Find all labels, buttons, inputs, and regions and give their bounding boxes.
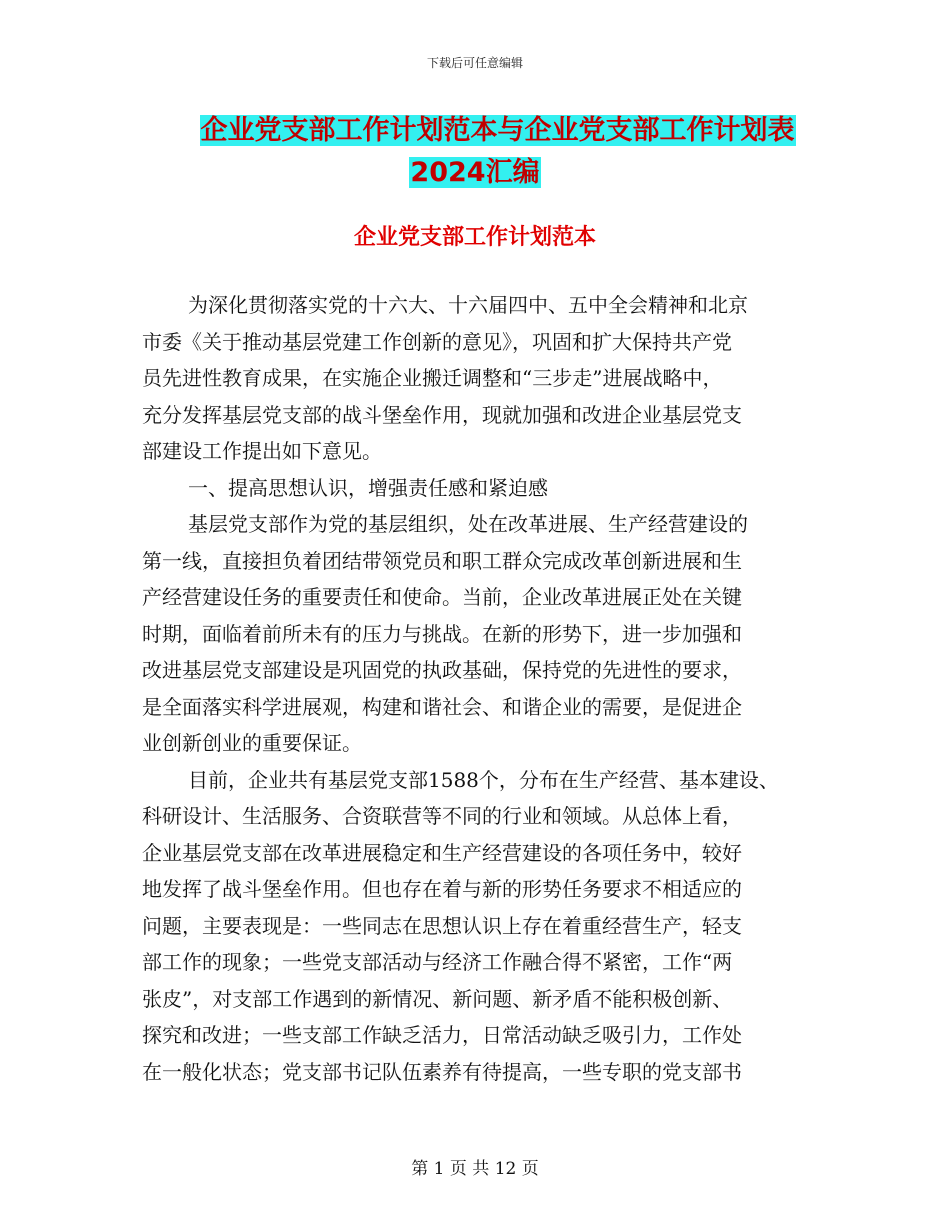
paragraph-line: 时期，面临着前所未有的压力与挑战。在新的形势下，进一步加强和 <box>142 621 742 646</box>
page-number-footer: 第 1 页 共 12 页 <box>411 1159 539 1179</box>
paragraph-line: 在一般化状态；党支部书记队伍素养有待提高，一些专职的党支部书 <box>142 1059 742 1084</box>
heading-line: 一、提高思想认识，增强责任感和紧迫感 <box>188 475 548 500</box>
document-title-line-1 <box>0 111 950 151</box>
paragraph-line: 市委《关于推动基层党建工作创新的意见》，巩固和扩大保持共产党 <box>142 329 732 354</box>
paragraph-line: 地发挥了战斗堡垒作用。但也存在着与新的形势任务要求不相适应的 <box>142 877 742 901</box>
paragraph-line: 基层党支部作为党的基层组织，处在改革进展、生产经营建设的 <box>188 512 748 536</box>
paragraph-line: 为深化贯彻落实党的十六大、十六届四中、五中全会精神和北京 <box>188 293 748 317</box>
paragraph-line: 企业基层党支部在改革进展稳定和生产经营建设的各项任务中，较好 <box>142 840 742 865</box>
paragraph-line: 员先进性教育成果，在实施企业搬迁调整和“三步走”进展战略中， <box>142 366 723 390</box>
body-text <box>142 287 842 1090</box>
paragraph-line: 充分发挥基层党支部的战斗堡垒作用，现就加强和改进企业基层党支 <box>142 402 742 427</box>
paragraph-line: 部建设工作提出如下意见。 <box>142 439 382 463</box>
paragraph-line: 张皮”，对支部工作遇到的新情况、新问题、新矛盾不能积极创新、 <box>142 986 733 1011</box>
header-note: 下载后可任意编辑 <box>426 56 523 70</box>
paragraph-line: 部工作的现象；一些党支部活动与经济工作融合得不紧密，工作“两 <box>142 950 733 974</box>
title-highlight-2: 2024汇编 <box>410 157 540 188</box>
section-title: 企业党支部工作计划范本 <box>353 225 596 250</box>
paragraph-line: 是全面落实科学进展观，构建和谐社会、和谐企业的需要，是促进企 <box>142 694 742 719</box>
paragraph-line: 科研设计、生活服务、合资联营等不同的行业和领域。从总体上看， <box>142 804 742 828</box>
paragraph-line: 探究和改进；一些支部工作缺乏活力，日常活动缺乏吸引力，工作处 <box>142 1023 742 1047</box>
paragraph-line: 业创新创业的重要保证。 <box>142 731 362 755</box>
document-title-line-2 <box>0 153 950 193</box>
paragraph-line: 目前，企业共有基层党支部1588个，分布在生产经营、基本建设、 <box>188 767 779 792</box>
paragraph-line: 问题，主要表现是：一些同志在思想认识上存在着重经营生产，轻支 <box>142 913 742 938</box>
paragraph-line: 第一线，直接担负着团结带领党员和职工群众完成改革创新进展和生 <box>142 548 742 573</box>
title-highlight-1: 企业党支部工作计划范本与企业党支部工作计划表 <box>200 115 795 146</box>
paragraph-line: 产经营建设任务的重要责任和使命。当前，企业改革进展正处在关键 <box>142 585 742 609</box>
paragraph-line: 改进基层党支部建设是巩固党的执政基础，保持党的先进性的要求， <box>142 658 742 682</box>
